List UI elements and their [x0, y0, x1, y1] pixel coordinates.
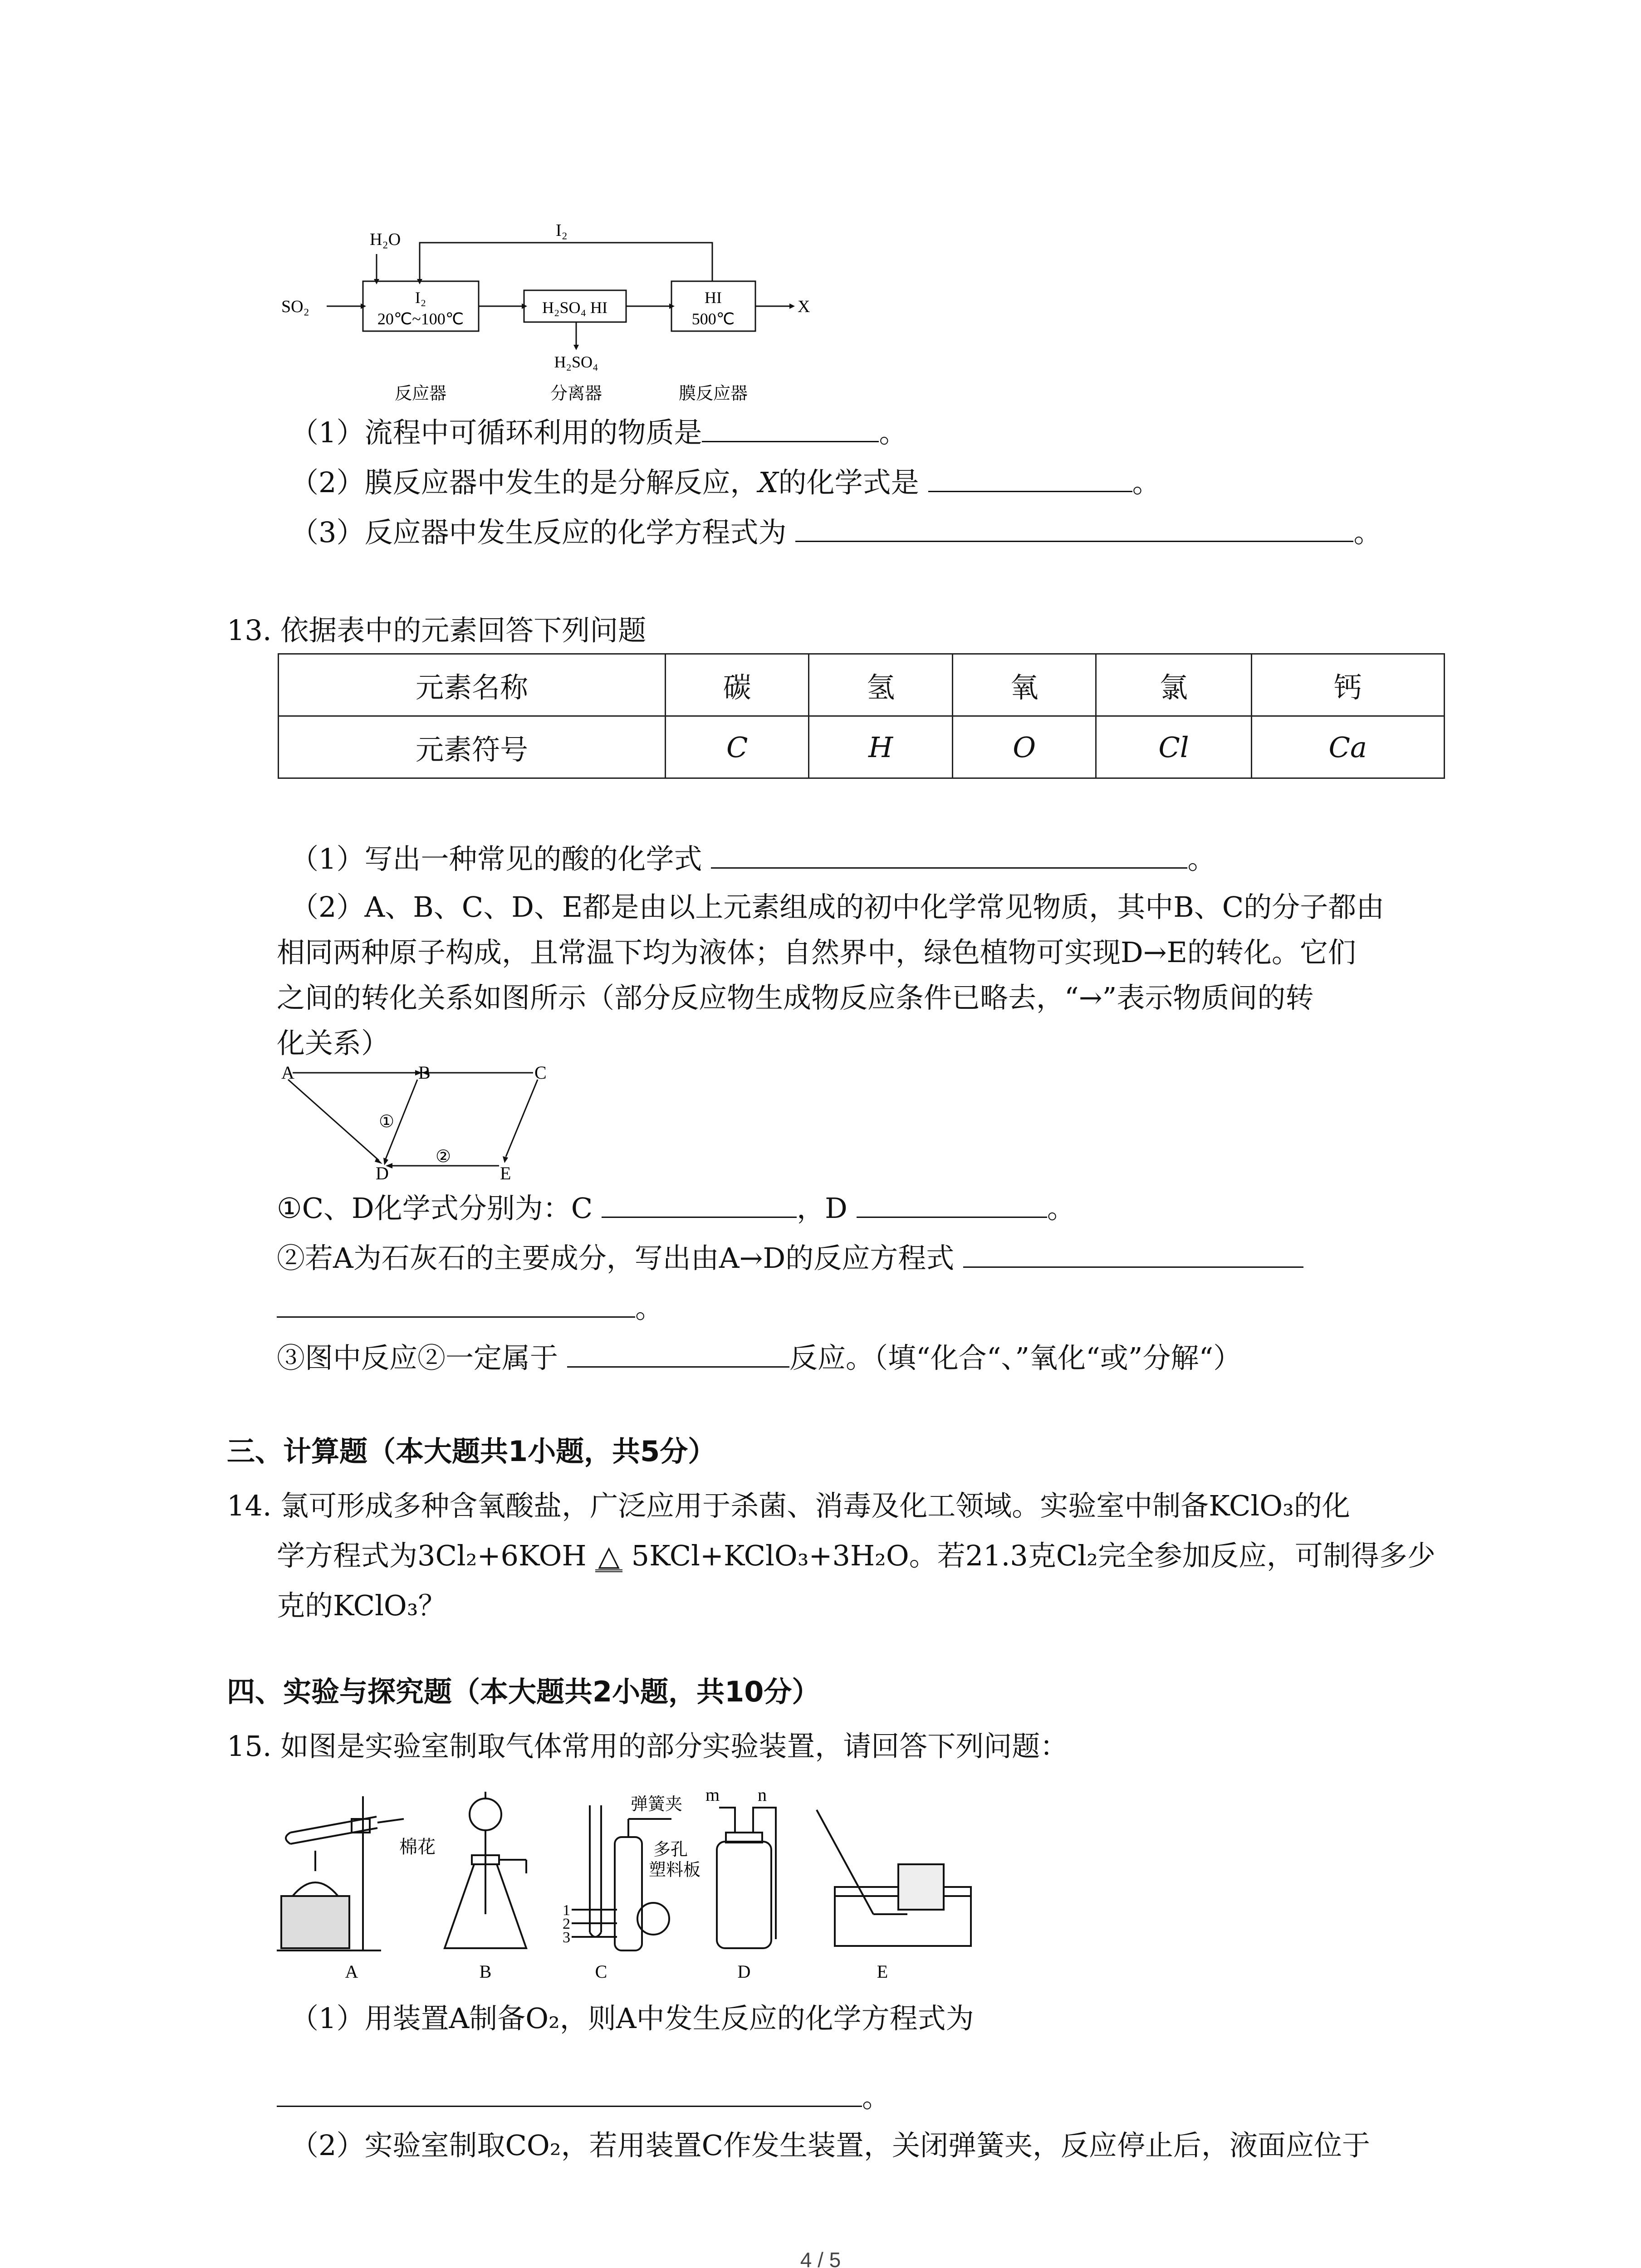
page-number: 4 / 5 [800, 2248, 841, 2268]
section-3-title: 三、计算题（本大题共1小题，共5分） [227, 1435, 716, 1468]
apparatus-label-b: B [479, 1961, 492, 1982]
membrane-caption: 膜反应器 [678, 384, 748, 403]
q15-sub2: （2）实验室制取CO₂，若用装置C作发生装置，关闭弹簧夹，反应停止后，液面应位于 [290, 2129, 1371, 2162]
table-cell: 氢 [809, 654, 952, 716]
table-header-symbol: 元素符号 [279, 716, 666, 778]
membrane-box-line1: HI [705, 288, 722, 307]
q15-stem: 15. 如图是实验室制取气体常用的部分实验装置，请回答下列问题： [227, 1730, 1068, 1763]
table-header-name: 元素名称 [279, 654, 666, 716]
membrane-box-line2: 500℃ [691, 310, 735, 328]
section-4-title: 四、实验与探究题（本大题共2小题，共10分） [227, 1675, 820, 1708]
q15-sub1-answer: 。 [277, 2077, 890, 2116]
table-cell: H [809, 716, 952, 778]
apparatus-label-d: D [737, 1961, 751, 1982]
apparatus-figure [272, 1783, 998, 1987]
apparatus-label-e: E [877, 1961, 888, 1982]
q13-sub2-line3: 之间的转化关系如图所示（部分反应物生成物反应条件已略去，“→”表示物质间的转 [277, 981, 1314, 1014]
h2o-label: H₂O [370, 230, 401, 249]
q15-blank-equation[interactable] [277, 2077, 862, 2107]
node-e: E [500, 1163, 511, 1183]
so2-label: SO₂ [281, 297, 309, 316]
q12-sub1: （1）流程中可循环利用的物质是 。 [290, 413, 907, 451]
h2so4-output-label: H₂SO₄ [554, 353, 598, 371]
table-cell: C [666, 716, 809, 778]
table-cell: Ca [1251, 716, 1445, 778]
table-cell: O [952, 716, 1096, 778]
q14-line1: 14. 氯可形成多种含氧酸盐，广泛应用于杀菌、消毒及化工领域。实验室中制备KClO₃的化 [227, 1489, 1350, 1522]
node-d: D [376, 1163, 389, 1183]
porous-plate-annotation-2: 塑料板 [649, 1861, 701, 1880]
q13-blank-acid[interactable] [711, 839, 1187, 869]
table-row [279, 716, 1445, 778]
relationship-graph [272, 1057, 590, 1184]
x-output-label: X [798, 297, 810, 316]
port-n-label: n [758, 1784, 767, 1805]
apparatus-label-a: A [345, 1961, 358, 1982]
q13-blank-reaction-type[interactable] [567, 1338, 789, 1368]
flow-diagram [272, 209, 862, 408]
q13-stem: 13. 依据表中的元素回答下列问题 [227, 614, 647, 647]
q12-blank-1[interactable] [702, 413, 879, 442]
q13-blank-d[interactable] [857, 1188, 1047, 1218]
table-cell: 氧 [952, 654, 1096, 716]
apparatus-d [717, 1808, 776, 1948]
q13-blank-equation-1[interactable] [963, 1238, 1303, 1268]
q12-blank-3[interactable] [795, 513, 1353, 542]
port-m-label: m [705, 1784, 720, 1805]
separator-caption: 分离器 [550, 384, 603, 403]
q13-i: ①C、D化学式分别为：C ，D 。 [277, 1188, 1075, 1227]
q12-sub2: （2）膜反应器中发生的是分解反应，X的化学式是 。 [290, 463, 1161, 501]
delta-condition: △ [595, 1542, 622, 1572]
q13-blank-equation-2[interactable] [277, 1288, 635, 1318]
apparatus-a [277, 1796, 404, 1950]
q12-blank-2[interactable] [928, 463, 1132, 492]
cotton-annotation: 棉花 [399, 1837, 436, 1857]
node-b: B [418, 1062, 431, 1083]
i2-recycle-label: I₂ [556, 221, 568, 240]
q13-ii: ②若A为石灰石的主要成分，写出由A→D的反应方程式 [277, 1238, 1303, 1276]
clamp-annotation: 弹簧夹 [631, 1795, 683, 1814]
table-row [279, 654, 1445, 716]
apparatus-e [817, 1810, 971, 1946]
reaction-2-label: ② [436, 1147, 451, 1166]
reactor-caption: 反应器 [394, 384, 447, 403]
node-a: A [281, 1062, 294, 1083]
q15-sub1: （1）用装置A制备O₂，则A中发生反应的化学方程式为 [290, 2002, 974, 2035]
level-label-1: 1 [563, 1902, 570, 1919]
porous-plate-annotation-1: 多孔 [653, 1840, 688, 1859]
q13-ii-cont: 。 [277, 1288, 663, 1326]
q14-line2: 学方程式为3Cl₂+6KOH △ 5KCl+KClO₃+3H₂O。若21.3克Cl₂完全参加反应，可制得多少 [277, 1539, 1435, 1572]
node-c: C [534, 1062, 547, 1083]
element-table [278, 653, 1445, 779]
table-cell: 氯 [1096, 654, 1251, 716]
q13-sub2-line4: 化关系） [277, 1026, 390, 1060]
reaction-1-label: ① [379, 1112, 395, 1131]
table-cell: Cl [1096, 716, 1251, 778]
q14-line3: 克的KClO₃？ [277, 1589, 446, 1622]
q13-sub2-line1: （2）A、B、C、D、E都是由以上元素组成的初中化学常见物质，其中B、C的分子都由 [290, 890, 1385, 924]
q13-sub2-line2: 相同两种原子构成，且常温下均为液体；自然界中，绿色植物可实现D→E的转化。它们 [277, 936, 1356, 969]
q12-sub3: （3）反应器中发生反应的化学方程式为 。 [290, 513, 1381, 551]
reactor-box-line2: 20℃~100℃ [377, 310, 464, 328]
table-cell: 碳 [666, 654, 809, 716]
separator-box-text: H₂SO₄ HI [542, 298, 608, 317]
table-cell: 钙 [1251, 654, 1445, 716]
reactor-box-line1: I₂ [415, 288, 426, 307]
apparatus-b [445, 1792, 526, 1948]
q13-blank-c[interactable] [602, 1188, 797, 1218]
apparatus-label-c: C [595, 1961, 607, 1982]
level-label-2: 2 [563, 1916, 570, 1932]
level-label-3: 3 [563, 1929, 570, 1946]
q13-sub1: （1）写出一种常见的酸的化学式 。 [290, 839, 1215, 877]
q13-iii: ③图中反应②一定属于 反应。（填“化合“、”氧化“或”分解“） [277, 1338, 1241, 1376]
